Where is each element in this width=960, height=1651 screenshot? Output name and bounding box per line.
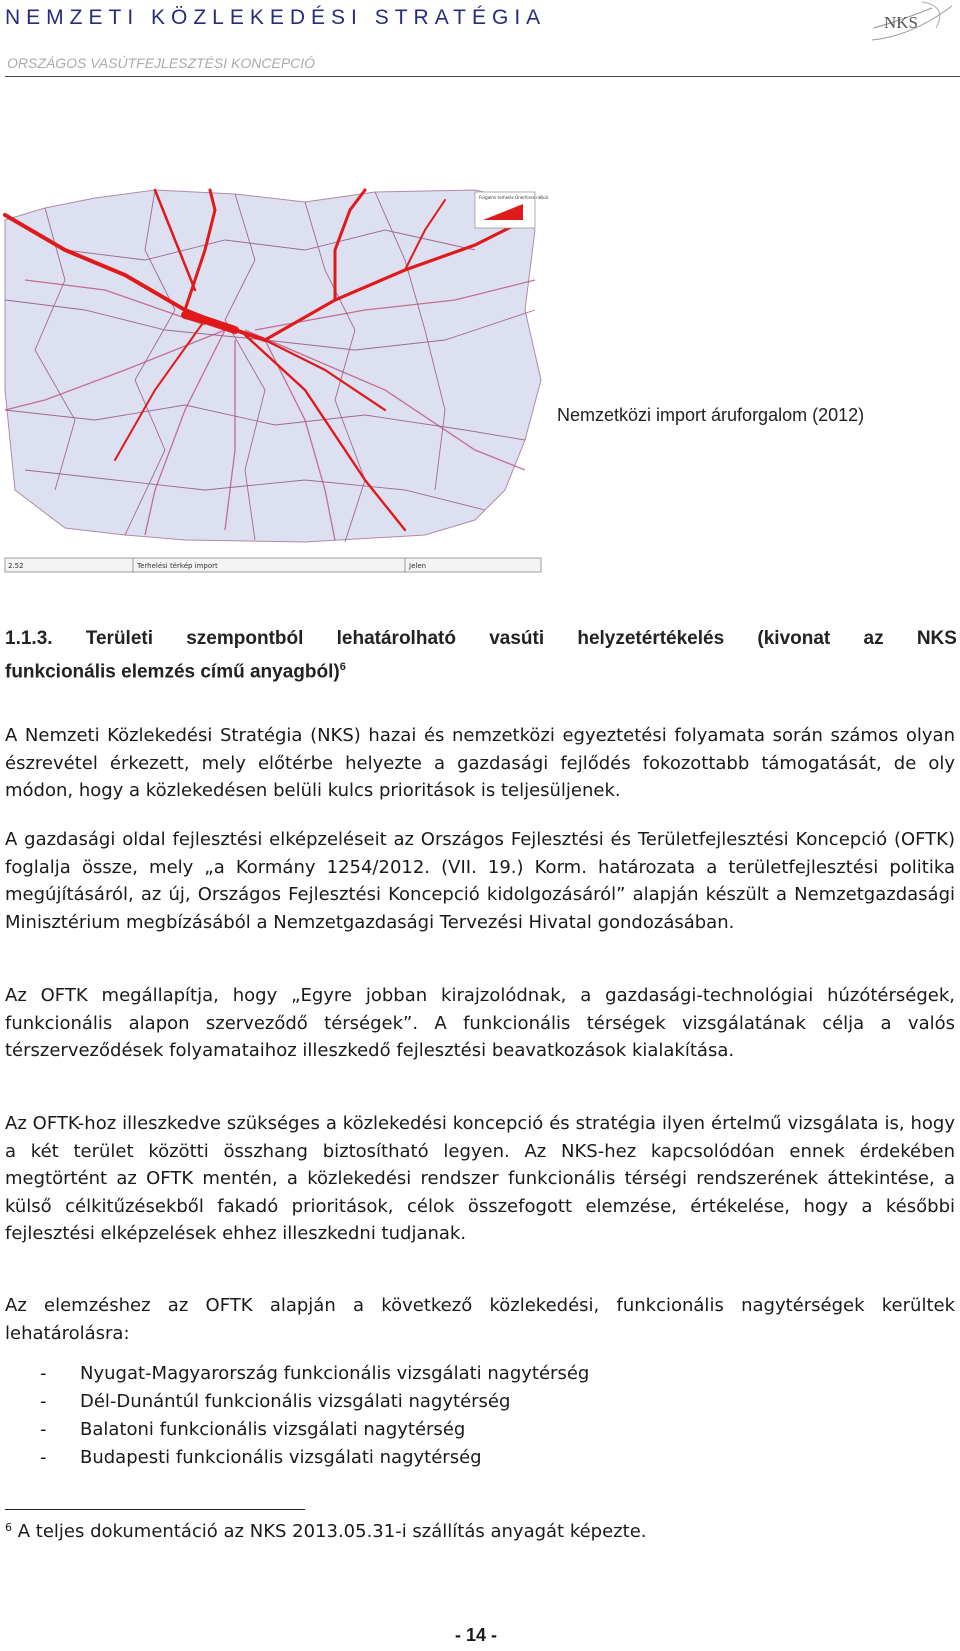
heading-word: NKS [916,628,957,649]
document-title: NEMZETI KÖZLEKEDÉSI STRATÉGIA [5,6,547,29]
header-divider [5,76,960,77]
heading-word: az [863,628,884,649]
freight-map [5,190,549,572]
list-bullet: - [40,1363,47,1384]
document-subtitle: ORSZÁGOS VASÚTFEJLESZTÉSI KONCEPCIÓ [7,55,316,71]
heading-word: (kivonat [757,628,831,649]
heading-word: lehatárolható [336,628,456,649]
heading-word: helyzetértékelés [577,628,725,649]
map-caption: Nemzetközi import áruforgalom (2012) [557,405,865,425]
list-bullet: - [40,1419,47,1440]
paragraph: A gazdasági oldal fejlesztési elképzeléseit az Országos Fejlesztési és Területfejlesztési Koncepció (OFTK) foglalja össze, mely „a Kormány 1254/2012. (VII. 19.) Korm. határozata a területfejlesztési politika megújításáról, az új, Országos Fejlesztési Koncepció kidolgozásáról” alapján készült a Nemzetgazdasági Minisztérium megbízásából a Nemzetgazdasági Tervezési Hivatal gondozásában. [5,829,955,933]
footnote-divider [5,1509,305,1510]
map-status-left: 2.52 [8,562,24,570]
section-number: 1.1.3. [5,628,53,649]
logo-text: NKS [884,13,919,32]
footnote-number: 6 [5,1521,12,1534]
map-legend-title: Forgalmi terhelés Onerforse nélkül [479,195,549,200]
list-bullet: - [40,1391,47,1412]
nks-logo [862,0,958,46]
map-territory [5,190,541,542]
paragraph: Az OFTK-hoz illeszkedve szükséges a közlekedési koncepció és stratégia ilyen értelmű vizsgálata is, hogy a két terület közötti összhang biztosítható legyen. Az NKS-hez kapcsolódóan ennek érdekében megtörtént az OFTK mentén, a közlekedési rendszer funkcionális térségi rendszerének áttekintése, a külső célkitűzésekből fakadó prioritások, célok összefogott elemzése, értékelése, hogy a későbbi fejlesztési elképzelések ehhez illeszkedni tudjanak. [5,1113,955,1244]
list-item: - Budapesti funkcionális vizsgálati nagytérség [5,1444,589,1472]
heading-word: szempontból [186,628,304,649]
paragraph: Az elemzéshez az OFTK alapján a következő közlekedési, funkcionális nagytérségek kerültek lehatárolásra: [5,1295,955,1344]
heading-word: Területi [85,628,153,649]
footnote-text: A teljes dokumentáció az NKS 2013.05.31-i szállítás anyagát képezte. [17,1521,647,1542]
page-number: - 14 - [455,1625,498,1645]
list-item: - Dél-Dunántúl funkcionális vizsgálati nagytérség [5,1388,589,1416]
region-list [5,1360,589,1472]
list-item: - Balatoni funkcionális vizsgálati nagytérség [5,1416,589,1444]
heading-word: vasúti [489,628,545,649]
paragraph: A Nemzeti Közlekedési Stratégia (NKS) hazai és nemzetközi egyeztetési folyamata során számos olyan észrevétel érkezett, mely előtérbe helyezte a gazdasági fejlődés fokozottabb támogatását, de oly módon, hogy a közlekedésen belüli kulcs prioritások is teljesüljenek. [5,725,955,801]
heading-line2: funkcionális elemzés című anyagból) [5,661,340,683]
paragraph: Az OFTK megállapítja, hogy „Egyre jobban kirajzolódnak, a gazdasági-technológiai húzótérségek, funkcionális alapon szerveződő térségek”. A funkcionális térségek vizsgálatának célja a valós térszerveződések folyamataihoz illeszkedő fejlesztési beavatkozások kialakítása. [5,985,955,1061]
map-status-mid: Terhelési térkép import [137,562,218,570]
list-bullet: - [40,1447,47,1468]
list-item: - Nyugat-Magyarország funkcionális vizsgálati nagytérség [5,1360,589,1388]
footnote [5,1521,647,1542]
section-heading [5,625,957,686]
map-status-right: Jelen [409,562,427,570]
footnote-reference: 6 [339,661,346,673]
